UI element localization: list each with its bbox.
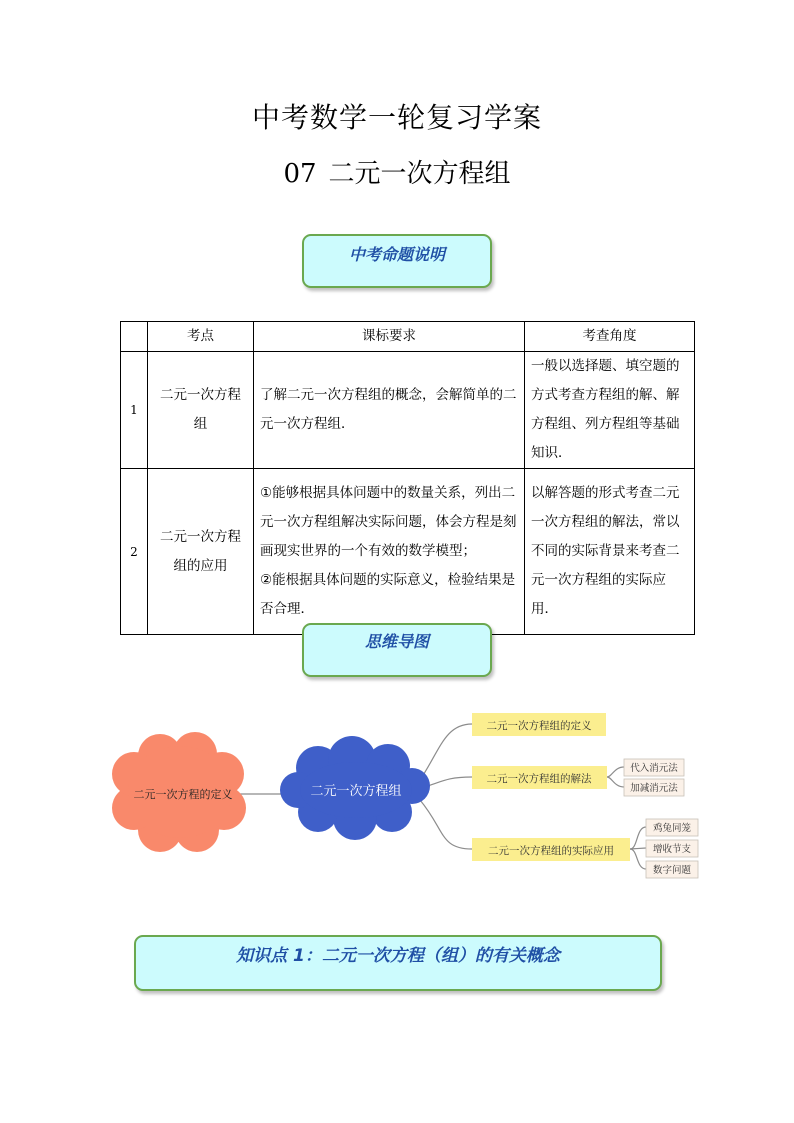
table-row — [121, 352, 695, 469]
header-cell-requirement: 课标要求 — [254, 322, 525, 352]
row-requirement: 了解二元一次方程组的概念，会解简单的二元一次方程组． — [254, 352, 525, 469]
row-angle: 一般以选择题、填空题的方式考查方程组的解、解方程组、列方程组等基础知识． — [525, 352, 695, 469]
left-node-label: 二元一次方程的定义 — [133, 788, 233, 801]
child-label-substitution: 代入消元法 — [630, 763, 678, 774]
document-title: 中考数学一轮复习学案 — [251, 101, 542, 134]
branch-label-3: 二元一次方程组的实际应用 — [488, 845, 614, 857]
row-requirement — [254, 469, 525, 635]
row-point: 二元一次方程组 — [148, 352, 254, 469]
chapter-title — [0, 153, 794, 190]
table-row — [121, 469, 695, 635]
chapter-name: 二元一次方程组 — [328, 159, 511, 189]
branch-label-2: 二元一次方程组的解法 — [486, 773, 592, 785]
connector-child-2 — [607, 777, 624, 787]
connector-child-3 — [630, 827, 646, 849]
child-label-elimination: 加减消元法 — [630, 783, 678, 794]
header-cell-angle: 考查角度 — [525, 322, 695, 352]
banner-exam-notes: 中考命题说明 — [302, 234, 492, 288]
banner-knowledge-point: 知识点 1：二元一次方程（组）的有关概念 — [134, 935, 662, 991]
connector-child-1 — [607, 767, 624, 777]
child-label-chicken-rabbit: 鸡兔同笼 — [652, 823, 692, 834]
requirement-item-1: ①能够根据具体问题中的数量关系，列出二元一次方程组解决实际问题，体会方程是刻画现实世界的一个有效的数学模型； — [260, 485, 517, 559]
banner-mind-map: 思维导图 — [302, 623, 492, 677]
chapter-number: 07 — [283, 159, 317, 189]
connector-branch-1 — [420, 724, 472, 780]
header-cell-point: 考点 — [148, 322, 254, 352]
center-node-label: 二元一次方程组 — [310, 784, 402, 799]
exam-spec-table — [120, 321, 695, 635]
connector-child-5 — [630, 849, 646, 869]
row-point: 二元一次方程组的应用 — [148, 469, 254, 635]
connector-branch-3 — [420, 800, 472, 849]
child-label-income-savings: 增收节支 — [652, 844, 692, 855]
row-number: 1 — [121, 352, 148, 469]
mind-map — [0, 690, 794, 890]
connector-branch-2 — [425, 777, 472, 787]
row-angle: 以解答题的形式考查二元一次方程组的解法，常以不同的实际背景来考查二元一次方程组的实际应用． — [525, 469, 695, 635]
requirement-item-2: ②能根据具体问题的实际意义，检验结果是否合理． — [260, 572, 516, 617]
table-header-row — [121, 322, 695, 352]
branch-label-1: 二元一次方程组的定义 — [486, 720, 592, 732]
child-label-number-problem: 数字问题 — [652, 865, 692, 876]
header-cell-no — [121, 322, 148, 352]
row-number: 2 — [121, 469, 148, 635]
